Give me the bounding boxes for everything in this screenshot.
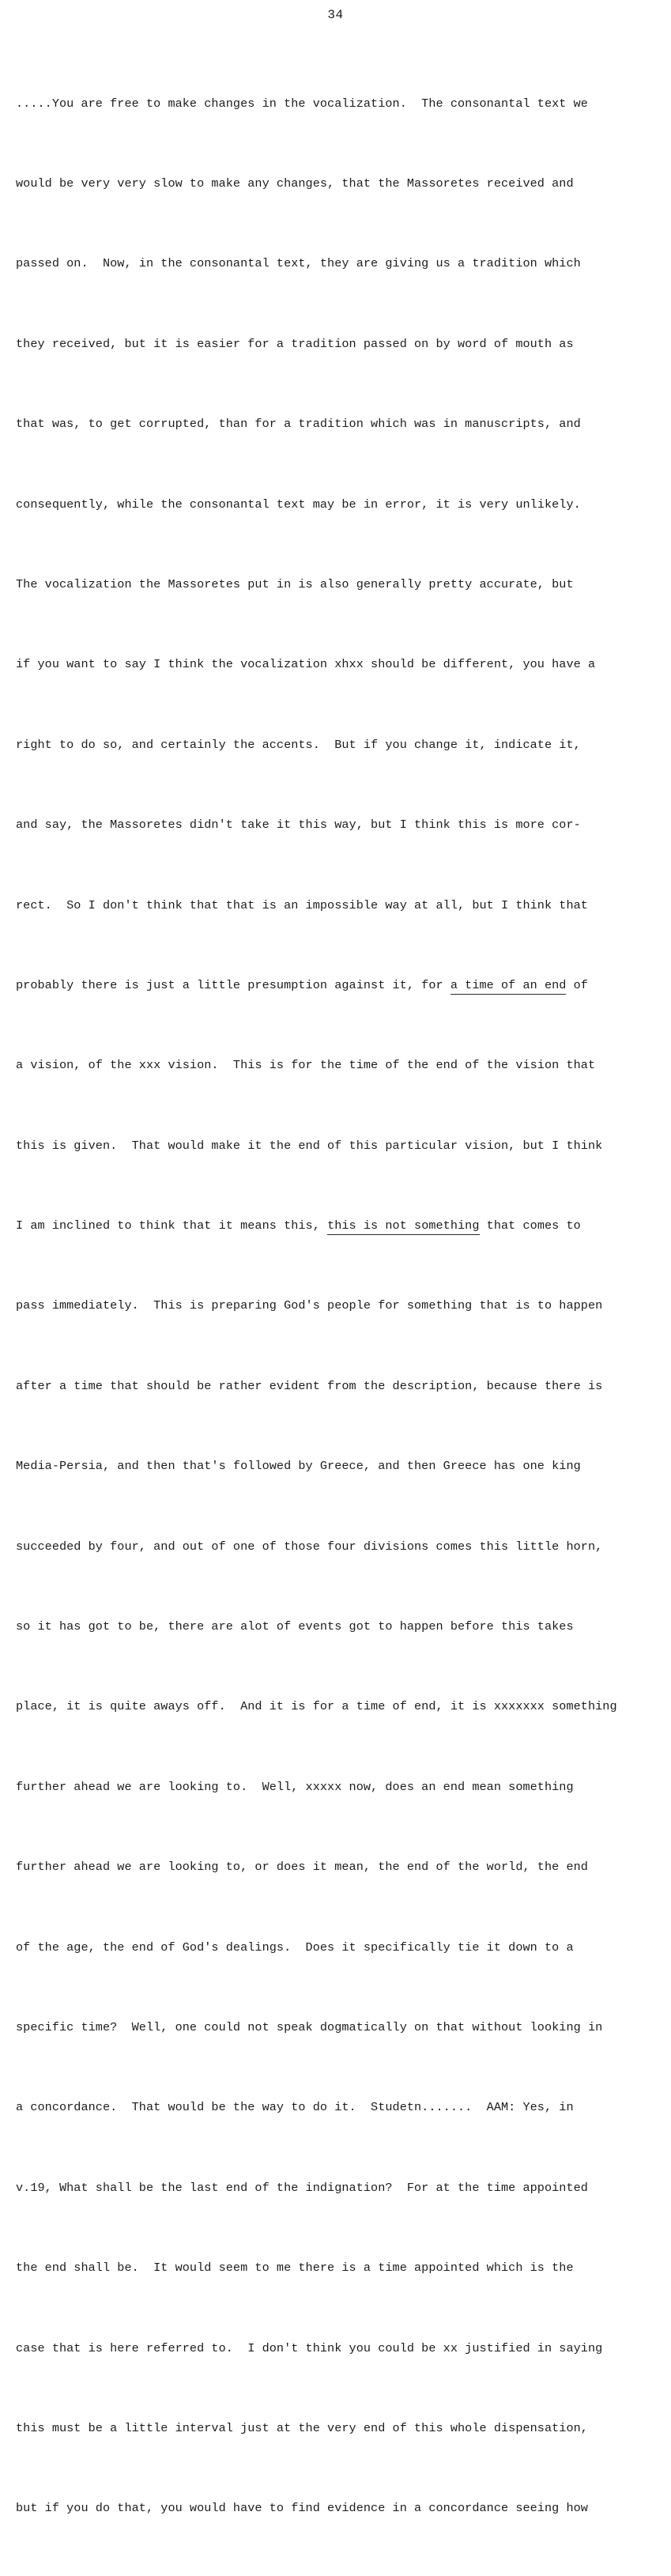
text-line: succeeded by four, and out of one of those four divisions comes this little horn, (16, 1539, 603, 1554)
text-fragment: probably there is just a little presumption against it, for (16, 977, 450, 992)
text-line: further ahead we are looking to, or does it mean, the end of the world, the end (16, 1860, 588, 1875)
text-line: passed on. Now, in the consonantal text, they are giving us a tradition which (16, 256, 581, 271)
text-line: .....You are free to make changes in the vocalization. The consonantal text we (16, 96, 588, 111)
text-line: right to do so, and certainly the accents. But if you change it, indicate it, (16, 737, 581, 752)
text-line: a concordance. That would be the way to do it. Studetn....... AAM: Yes, in (16, 2100, 574, 2115)
text-line: the end shall be. It would seem to me there is a time appointed which is the (16, 2261, 574, 2276)
text-line: so it has got to be, there are alot of events got to happen before this takes (16, 1619, 574, 1634)
text-line: The vocalization the Massoretes put in is also generally pretty accurate, but (16, 576, 574, 591)
text-fragment: that comes to (479, 1218, 581, 1233)
text-fragment: I am inclined to think that it means this, (16, 1218, 328, 1233)
underlined-phrase: this is not something (327, 1218, 479, 1235)
text-line: this must be a little interval just at the very end of this whole dispensation, (16, 2420, 588, 2435)
text-line: but if you do that, you would have to find evidence in a concordance seeing how (16, 2501, 588, 2516)
text-line-underlined-1 (16, 973, 668, 999)
text-line: specific time? Well, one could not speak dogmatically on that without looking in (16, 2019, 603, 2034)
text-line: that was, to get corrupted, than for a tradition which was in manuscripts, and (16, 417, 581, 432)
text-line: after a time that should be rather evident from the description, because there is (16, 1378, 603, 1393)
text-line: v.19, What shall be the last end of the indignation? For at the time appointed (16, 2180, 588, 2195)
text-line: they received, but it is easier for a tradition passed on by word of mouth as (16, 336, 574, 351)
body-text (16, 37, 668, 2576)
text-line: place, it is quite aways off. And it is for a time of end, it is xxxxxxx something (16, 1699, 617, 1714)
text-line-underlined-2 (16, 1213, 668, 1240)
text-line: this is given. That would make it the end of this particular vision, but I think (16, 1138, 603, 1153)
underlined-phrase: a time of an end (450, 978, 567, 995)
text-line: further ahead we are looking to. Well, xxxxx now, does an end mean something (16, 1779, 574, 1794)
text-line: a vision, of the xxx vision. This is for the time of the end of the vision that (16, 1058, 596, 1073)
text-line: pass immediately. This is preparing God's people for something that is to happen (16, 1298, 603, 1313)
text-line: consequently, while the consonantal text may be in error, it is very unlikely. (16, 497, 581, 512)
text-line: Media-Persia, and then that's followed by Greece, and then Greece has one king (16, 1459, 581, 1474)
page-number: 34 (327, 8, 344, 22)
text-line: would be very very slow to make any changes, that the Massoretes received and (16, 176, 574, 191)
text-line: of the age, the end of God's dealings. Does it specifically tie it down to a (16, 1940, 574, 1955)
text-line: if you want to say I think the vocalization xhxx should be different, you have a (16, 657, 596, 672)
text-line: case that is here referred to. I don't think you could be xx justified in saying (16, 2340, 603, 2355)
text-line: rect. So I don't think that that is an impossible way at all, but I think that (16, 897, 588, 912)
text-line: and say, the Massoretes didn't take it this way, but I think this is more cor- (16, 818, 581, 833)
text-fragment: of (566, 977, 588, 992)
